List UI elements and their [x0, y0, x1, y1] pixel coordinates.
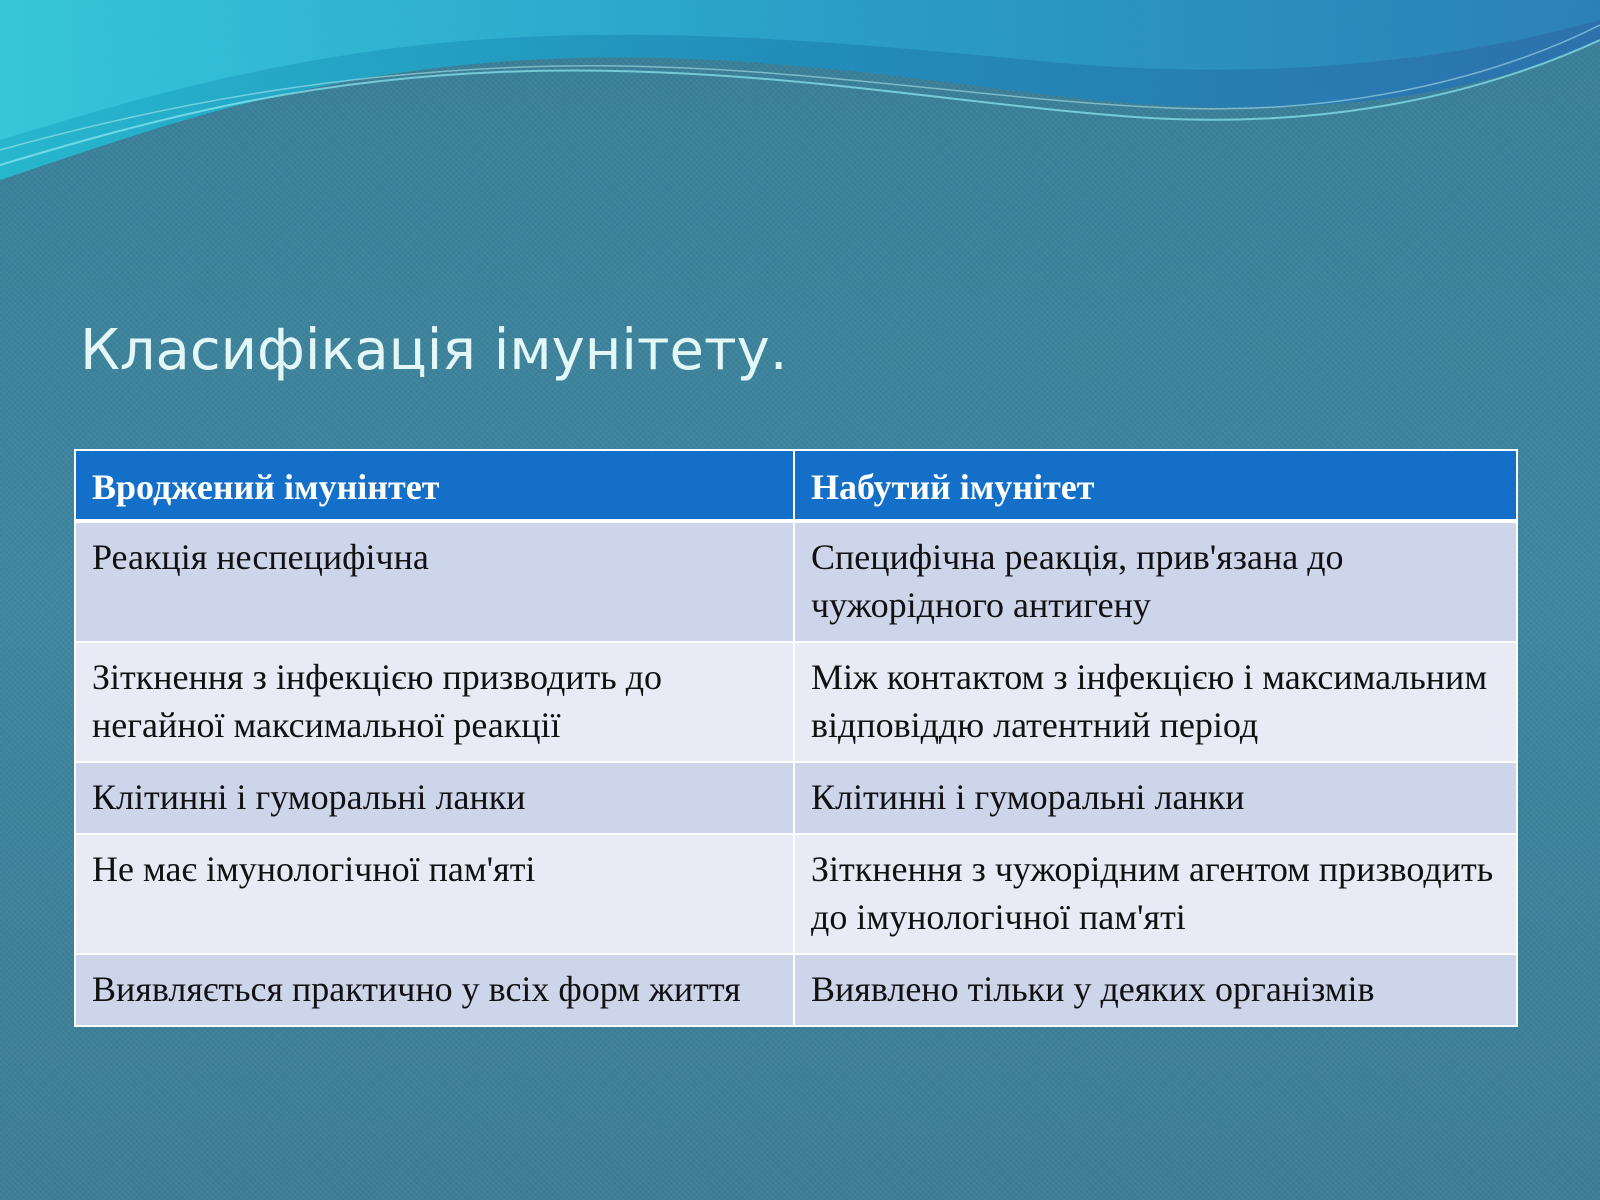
table-cell-innate: Не має імунологічної пам'яті [75, 834, 794, 954]
table-header-row [75, 450, 1517, 521]
table-row [75, 642, 1517, 762]
table-row [75, 521, 1517, 642]
table-cell-innate: Зіткнення з інфекцією призводить до негайної максимальної реакції [75, 642, 794, 762]
table-cell-acquired: Виявлено тільки у деяких організмів [794, 954, 1517, 1026]
table-cell-innate: Клітинні і гуморальні ланки [75, 762, 794, 834]
wave-banner-decoration [0, 0, 1600, 200]
immunity-comparison-table [74, 449, 1518, 1027]
table-row [75, 834, 1517, 954]
table-cell-acquired: Клітинні і гуморальні ланки [794, 762, 1517, 834]
table-row [75, 954, 1517, 1026]
immunity-table-container [74, 449, 1516, 1027]
table-cell-acquired: Між контактом з інфекцією і максимальним відповіддю латентний період [794, 642, 1517, 762]
table-cell-acquired: Зіткнення з чужорідним агентом призводить до імунологічної пам'яті [794, 834, 1517, 954]
slide-title: Класифікація імунітету. [80, 318, 788, 383]
table-cell-acquired: Специфічна реакція, прив'язана до чужорідного антигену [794, 521, 1517, 642]
table-cell-innate: Реакція неспецифічна [75, 521, 794, 642]
header-acquired-immunity: Набутий імунітет [794, 450, 1517, 521]
header-innate-immunity: Вроджений імунінтет [75, 450, 794, 521]
table-row [75, 762, 1517, 834]
table-cell-innate: Виявляється практично у всіх форм життя [75, 954, 794, 1026]
